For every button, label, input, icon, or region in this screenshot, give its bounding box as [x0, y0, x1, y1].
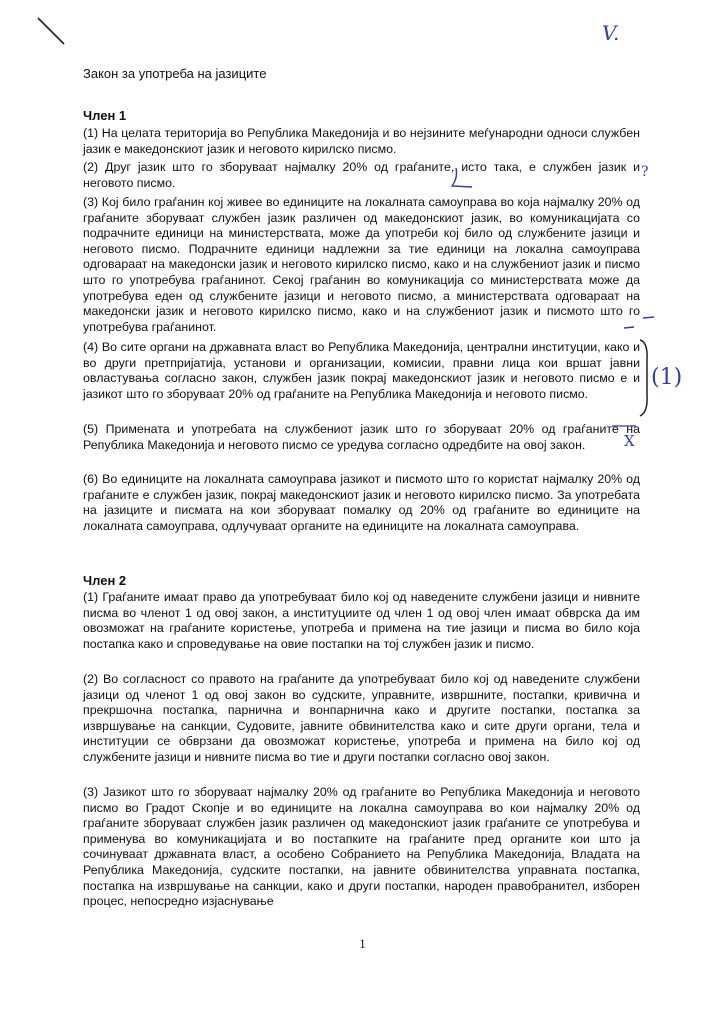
paragraph-clen1-2: (2) Друг јазик што го зборуваат најмалку 20% од граѓаните, исто така, е службен јазик и неговото писмо.: [83, 160, 640, 190]
paragraph-clen1-3: (3) Кој било граѓанин кој живее во единиците на локалната самоуправа во која најмалку 20% од граѓаните зборуваат службен јазик различен од македонскиот јазик, во комуникацијата со подрачните единици на министерствата, може да употреби кој било од службените јазици и неговото писмо. Подрачните единици надлежни за тие единици на локална самоуправа одговараат на македонски јазик и неговото кирилско писмо, како и на службениот јазик и писмо што го употребува граѓанинот. Секој граѓанин во комуникација со министерствата може да употребува еден од службените јазици и неговото писмо, а министерствата одговараат на македонски јазик и неговото кирилско писмо, како и на службениот јазик и писмото што го употребува граѓанинот.: [83, 195, 640, 334]
bracket-paragraph-4: [640, 340, 647, 416]
paragraph-clen1-4: (4) Во сите органи на државната власт во Република Македонија, централни институции, како и во други претпријатија, установи и организации, комисии, правни лица кои вршат јавни овластувања согласно закон, службен јазик покрај македонскиот јазик и неговото писмо е и јазикот што го зборуваат 20% од граѓаните на Република Македонија и неговото писмо.: [83, 340, 640, 401]
handwritten-question-mark: ?: [641, 164, 649, 180]
handwritten-bracket-label: (1): [651, 365, 683, 390]
paragraph-clen2-3: (3) Јазикот што го зборуваат најмалку 20% од граѓаните во Република Македонија и неговото писмо во Градот Скопје и во единиците на локална самоуправа во кои најмалку 20% од граѓаните зборуваат службен јазик различен од македонскиот јазик граѓаните се употребува и применува во комуникацијата и во постапките на граѓаните пред органите кои што ја сочинуваат државната власт, а особено Собранието на Република Македонија, Владата на Република Македонија, судските постапки, на јавните обвинителства управната постапка, постапка на извршување на санкции, како и други постапки, народен правобранител, изборен процес, непосредно изјаснување: [83, 785, 640, 909]
paragraph-clen2-2: (2) Во согласност со правото на граѓаните да употребуваат било кој од наведените службени јазици од членот 1 од овој закон во судските, управните, извршните, постапки, кривична и прекршочна постапка, парнична и вонпарнична како и другите постапки, постапка за извршување на санкции, Судовите, јавните обвинителства како и сите други органи, тела и институции се обврзани да овозможат користење, употреба и примена на било кој од службените јазици и нивните писма во тие и други постапки согласно овој закон.: [83, 672, 640, 764]
insert-mark-comma: [452, 168, 472, 187]
margin-dash-2: [624, 327, 634, 328]
document-title: Закон за употреба на јазиците: [83, 66, 267, 81]
paragraph-clen1-5: (5) Примената и употребата на службениот јазик што го зборуваат 20% од граѓаните на Република Македонија и неговото писмо се уредува согласно одредбите на овој закон.: [83, 422, 640, 452]
margin-dash-1: [643, 317, 654, 318]
handwritten-corner-mark: V.: [602, 21, 620, 45]
section-heading-clen-2: Член 2: [83, 573, 127, 588]
paragraph-clen1-1: (1) На целата територија во Република Македонија и во нејзините меѓународни односи службен јазик е македонскиот јазик и неговото кирилско писмо.: [83, 126, 640, 156]
page-number: 1: [359, 936, 366, 951]
pen-stroke-top-left: [38, 18, 64, 44]
paragraph-clen2-1: (1) Граѓаните имаат право да употребуваат било кој од наведените службени јазици и нивните писма во членот 1 од овој закон, а институциите од член 1 од овој член имаат обврска да им овозможат на граѓаните користење, употреба и примена на тие јазици и писма во било која постапка како и спроведување на овие постапки на тој службен јазик и писмо.: [83, 590, 640, 651]
section-heading-clen-1: Член 1: [83, 108, 127, 123]
paragraph-clen1-6: (6) Во единиците на локалната самоуправа јазикот и писмото што го користат најмалку 20% од граѓаните е службен јазик, покрај македонскиот јазик и неговото кирилско писмо. За употребата на јазиците и писмата на кои зборуваат помалку од 20% од граѓаните во единиците на локалната самоуправа, одлучуваат органите на единиците на локалната самоуправа.: [83, 472, 640, 533]
handwritten-cross-mark: X: [624, 432, 635, 450]
